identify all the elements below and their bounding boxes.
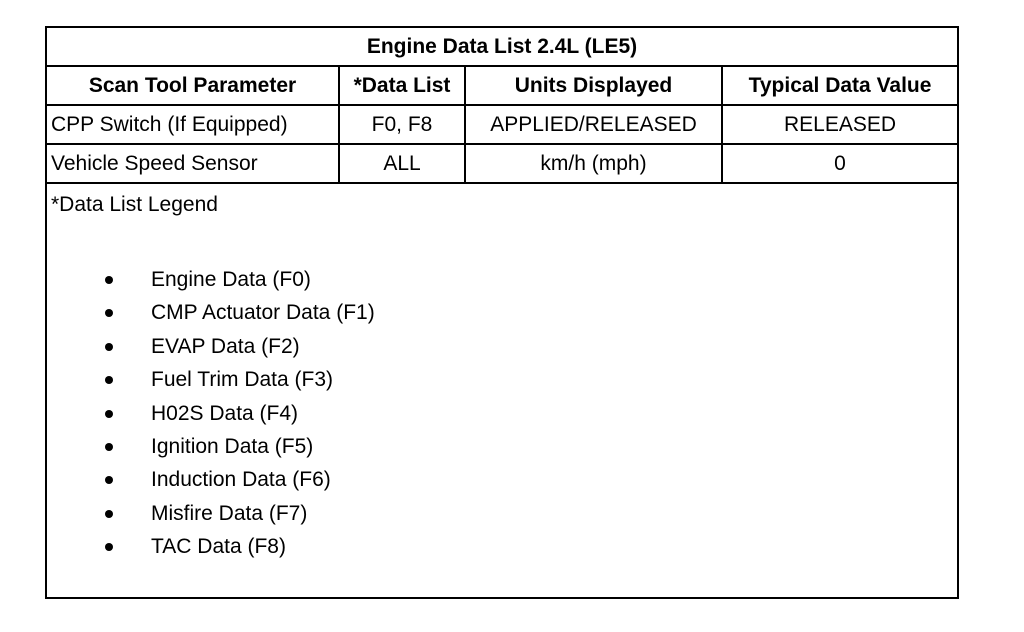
legend-title: *Data List Legend — [51, 193, 218, 216]
list-item — [51, 296, 953, 329]
header-data-list: *Data List — [339, 66, 465, 105]
list-item — [51, 363, 953, 396]
header-units-displayed: Units Displayed — [465, 66, 722, 105]
legend-row — [46, 183, 958, 598]
legend-item-label: Engine Data (F0) — [151, 268, 311, 291]
bullet-icon — [105, 376, 113, 384]
header-scan-tool-parameter: Scan Tool Parameter — [46, 66, 339, 105]
cell-data-list: ALL — [339, 144, 465, 183]
bullet-icon — [105, 309, 113, 317]
list-item — [51, 397, 953, 430]
cell-units: APPLIED/RELEASED — [465, 105, 722, 144]
list-item — [51, 430, 953, 463]
cell-typical-value: RELEASED — [722, 105, 958, 144]
bullet-icon — [105, 543, 113, 551]
cell-data-list: F0, F8 — [339, 105, 465, 144]
table-header-row — [46, 66, 958, 105]
list-item — [51, 330, 953, 363]
cell-units: km/h (mph) — [465, 144, 722, 183]
bullet-icon — [105, 510, 113, 518]
legend-item-label: CMP Actuator Data (F1) — [151, 301, 375, 325]
header-typical-data-value: Typical Data Value — [722, 66, 958, 105]
table-title: Engine Data List 2.4L (LE5) — [46, 27, 958, 66]
cell-parameter: CPP Switch (If Equipped) — [46, 105, 339, 144]
legend-item-label: EVAP Data (F2) — [151, 334, 300, 358]
list-item — [51, 497, 953, 530]
table-row — [46, 105, 958, 144]
engine-data-table — [45, 26, 959, 599]
legend-item-label: H02S Data (F4) — [151, 401, 299, 425]
bullet-icon — [105, 276, 113, 284]
bullet-icon — [105, 410, 113, 418]
bullet-icon — [105, 343, 113, 351]
legend-item-label: Ignition Data (F5) — [151, 434, 314, 458]
list-item — [51, 463, 953, 496]
table-row — [46, 144, 958, 183]
cell-parameter: Vehicle Speed Sensor — [46, 144, 339, 183]
legend-item-label: Misfire Data (F7) — [151, 501, 308, 525]
legend-item-label: TAC Data (F8) — [151, 535, 286, 559]
legend-item-label: Fuel Trim Data (F3) — [151, 368, 334, 392]
legend-list — [51, 263, 953, 564]
legend-item-label: Induction Data (F6) — [151, 468, 331, 492]
bullet-icon — [105, 476, 113, 484]
bullet-icon — [105, 443, 113, 451]
legend-cell — [46, 183, 958, 598]
table-title-row — [46, 27, 958, 66]
cell-typical-value: 0 — [722, 144, 958, 183]
list-item — [51, 530, 953, 563]
list-item — [51, 263, 953, 296]
